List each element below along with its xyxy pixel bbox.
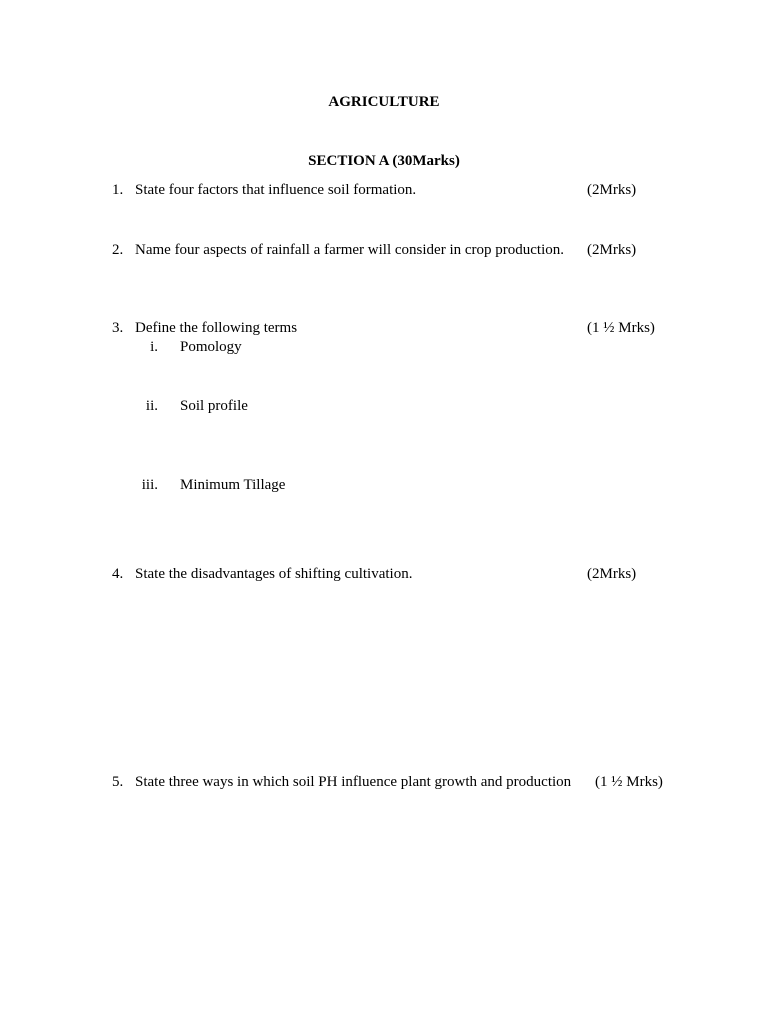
question-marks: (2Mrks) bbox=[587, 182, 637, 198]
sub-item-numeral: i. bbox=[150, 339, 158, 355]
question-number: 4. bbox=[112, 566, 124, 582]
question-number: 3. bbox=[112, 320, 124, 336]
document-title: AGRICULTURE bbox=[328, 94, 440, 110]
question-marks: (2Mrks) bbox=[587, 566, 637, 582]
question-number: 1. bbox=[112, 182, 124, 198]
question-marks: (1 ½ Mrks) bbox=[587, 320, 655, 336]
sub-item-numeral: ii. bbox=[145, 398, 158, 414]
question-marks: (2Mrks) bbox=[587, 242, 637, 258]
sub-item-text: Soil profile bbox=[180, 398, 248, 414]
question-number: 2. bbox=[112, 242, 124, 258]
question-text: State the disadvantages of shifting cultivation. bbox=[135, 566, 413, 582]
question-text: Define the following terms bbox=[135, 320, 298, 336]
question-number: 5. bbox=[112, 774, 124, 790]
sub-item-text: Pomology bbox=[180, 339, 242, 355]
question-marks: (1 ½ Mrks) bbox=[595, 774, 663, 790]
question-text: State three ways in which soil PH influence plant growth and production bbox=[135, 774, 572, 790]
sub-item-numeral: iii. bbox=[141, 477, 158, 493]
section-heading: SECTION A (30Marks) bbox=[308, 153, 460, 169]
question-text: State four factors that influence soil formation. bbox=[135, 182, 417, 198]
sub-item-text: Minimum Tillage bbox=[180, 477, 286, 493]
question-text: Name four aspects of rainfall a farmer will consider in crop production. bbox=[135, 242, 565, 258]
